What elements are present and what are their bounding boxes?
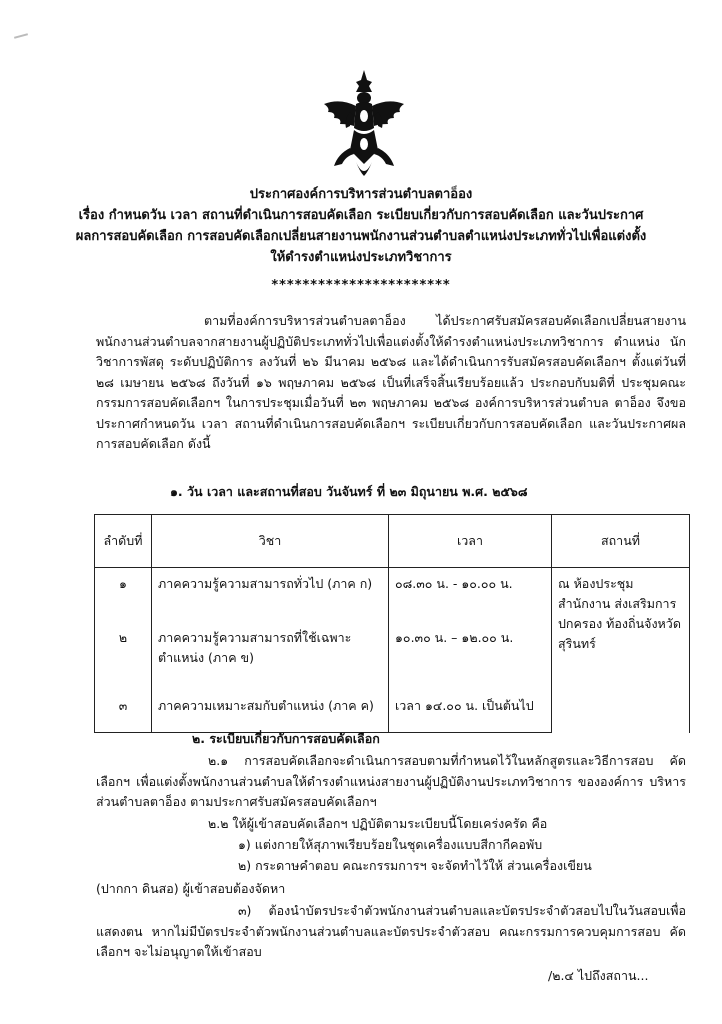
- header-time: เวลา: [389, 515, 552, 568]
- section1-heading: ๑. วัน เวลา และสถานที่สอบ วันจันทร์ ที่ ๒๓ มิถุนายน พ.ศ. ๒๕๖๘: [170, 484, 528, 499]
- row-subject: ภาคความรู้ความสามารถที่ใช้เฉพาะ ตำแหน่ง (ภาค ข): [152, 614, 389, 686]
- subject-line-1: เรื่อง กำหนดวัน เวลา สถานที่ดำเนินการสอบคัดเลือก ระเบียบเกี่ยวกับการสอบคัดเลือก และวันประกาศ: [78, 208, 644, 223]
- header-no: ลำดับที่: [95, 515, 152, 568]
- garuda-emblem-icon: [320, 68, 408, 180]
- schedule-table: [94, 514, 690, 733]
- subject-line-3: ให้ดำรงตำแหน่งประเภทวิชาการ: [270, 250, 452, 265]
- intro-paragraph: ตามที่องค์การบริหารส่วนตำบลตาอ็อง ได้ประกาศรับสมัครสอบคัดเลือกเปลี่ยนสายงาน พนักงานส่วนตำบลจากสายงานผู้ปฏิบัติประเภททั่วไปเพื่อแต่งตั้งให้ดำรงตำแหน่งประเภทวิชาการ ตำแหน่ง นักวิชาการพัสดุ ระดับปฏิบัติการ ลงวันที่ ๒๖ มีนาคม ๒๕๖๘ และได้ดำเนินการรับสมัครสอบคัดเลือกฯ ตั้งแต่วันที่ ๒๘ เมษายน ๒๕๖๘ ถึงวันที่ ๑๖ พฤษภาคม ๒๕๖๘ เป็นที่เสร็จสิ้นเรียบร้อยแล้ว ประกอบกับมติที่ ประชุมคณะกรรมการสอบคัดเลือกฯ ในการประชุมเมื่อวันที่ ๒๓ พฤษภาคม ๒๕๖๘ องค์การบริหารส่วนตำบล ตาอ็อง จึงขอประกาศกำหนดวัน เวลา สถานที่ดำเนินการสอบคัดเลือกฯ ระเบียบเกี่ยวกับการสอบคัดเลือก และวันประกาศผลการสอบคัดเลือก ดังนี้: [96, 313, 686, 451]
- paragraph-2-1: ๒.๑ การสอบคัดเลือกจะดำเนินการสอบตามที่กำหนดไว้ในหลักสูตรและวิธีการสอบ คัดเลือกฯ เพื่อแต่งตั้งพนักงานส่วนตำบลให้ดำรงตำแหน่งสายงานผู้ปฏิบัติงานประเภทวิชาการ ขององค์การ บริหารส่วนตำบลตาอ็อง ตามประกาศรับสมัครสอบคัดเลือกฯ: [96, 753, 686, 809]
- place-cell: ณ ห้องประชุมสำนักงาน ส่งเสริมการปกครอง ท้องถิ่นจังหวัดสุรินทร์: [552, 568, 690, 733]
- table-header-row: [95, 515, 690, 568]
- separator: ***********************: [271, 278, 451, 293]
- row-subject: ภาคความรู้ความสามารถทั่วไป (ภาค ก): [152, 568, 389, 615]
- rule-item-2-continued: (ปากกา ดินสอ) ผู้เข้าสอบต้องจัดหา: [96, 881, 286, 896]
- row-no: ๑: [95, 568, 152, 615]
- row-subject: ภาคความเหมาะสมกับตำแหน่ง (ภาค ค): [152, 686, 389, 733]
- subject-line-2: ผลการสอบคัดเลือก การสอบคัดเลือกเปลี่ยนสายงานพนักงานส่วนตำบลตำแหน่งประเภททั่วไปเพื่อแต่งตั้ง: [75, 229, 647, 244]
- section2-heading: ๒. ระเบียบเกี่ยวกับการสอบคัดเลือก: [192, 731, 380, 746]
- scan-mark: [14, 33, 28, 39]
- header-subject: วิชา: [152, 515, 389, 568]
- continuation-note: /๒.๔ ไปถึงสถาน...: [548, 968, 649, 983]
- table-row: [95, 568, 690, 615]
- row-time: ๐๘.๓๐ น. - ๑๐.๐๐ น.: [389, 568, 552, 615]
- row-time: เวลา ๑๔.๐๐ น. เป็นต้นไป: [389, 686, 552, 733]
- row-no: ๓: [95, 686, 152, 733]
- header-place: สถานที่: [552, 515, 690, 568]
- paragraph-2-2: ๒.๒ ให้ผู้เข้าสอบคัดเลือกฯ ปฏิบัติตามระเบียบนี้โดยเคร่งครัด คือ: [208, 816, 548, 831]
- org-title: ประกาศองค์การบริหารส่วนตำบลตาอ็อง: [249, 187, 473, 202]
- row-time: ๑๐.๓๐ น. – ๑๒.๐๐ น.: [389, 614, 552, 686]
- rule-item-2: ๒) กระดาษคำตอบ คณะกรรมการฯ จะจัดทำไว้ให้ ส่วนเครื่องเขียน: [238, 858, 592, 873]
- rule-item-3: ๓) ต้องนำบัตรประจำตัวพนักงานส่วนตำบลและบัตรประจำตัวสอบไปในวันสอบเพื่อ แสดงตน หากไม่มีบัตรประจำตัวพนักงานส่วนตำบลและบัตรประจำตัวสอบ คณะกรรมการควบคุมการสอบ คัดเลือกฯ จะไม่อนุญาตให้เข้าสอบ: [96, 903, 686, 959]
- row-no: ๒: [95, 614, 152, 686]
- rule-item-1: ๑) แต่งกายให้สุภาพเรียบร้อยในชุดเครื่องแบบสีกากีคอพับ: [238, 837, 543, 852]
